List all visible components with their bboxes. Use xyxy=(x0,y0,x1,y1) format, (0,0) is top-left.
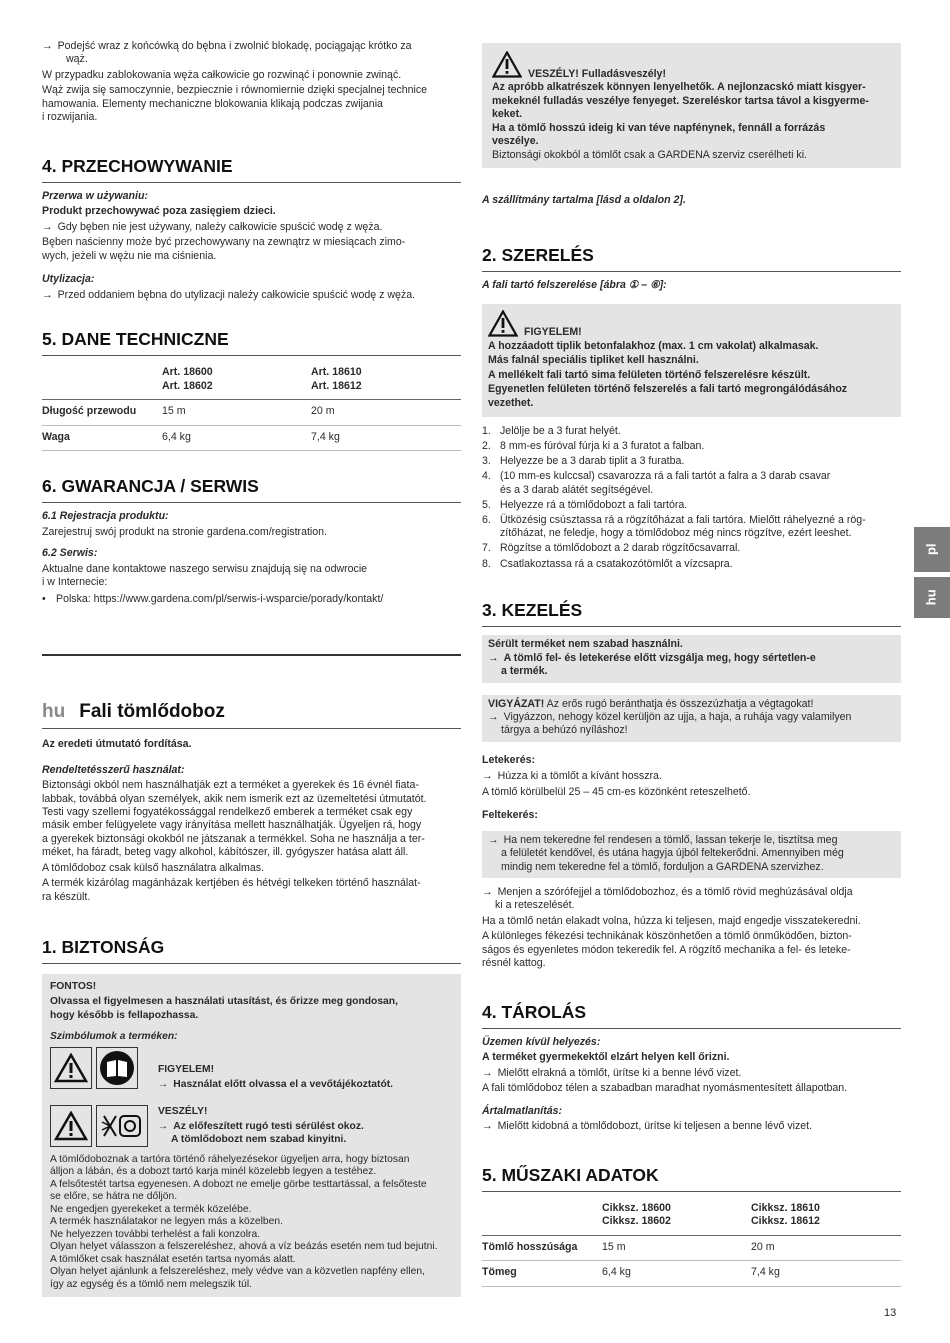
table-header xyxy=(482,1199,901,1235)
paragraph xyxy=(42,779,461,860)
step-number: 3. xyxy=(482,455,491,468)
text: (10 mm-es kulccsal) csavarozza rá a fali tartót a falra a 3 darab csavar xyxy=(500,470,831,483)
table-cell: Tömlő hosszúsága xyxy=(482,1235,602,1260)
text: álljon a lábán, és a dobozt tartó karja minél közelebb legyen a testéhez. xyxy=(50,1166,377,1178)
table-row xyxy=(42,425,461,450)
text: A hozzáadott tiplik betonfalakhoz (max. 1 cm vakolat) alkalmasak. xyxy=(488,339,819,352)
warning-icon xyxy=(492,51,522,78)
text: A tömlőket csak használat esetén tartsa nyomás alatt. xyxy=(50,1253,296,1265)
warning-icon xyxy=(50,1047,92,1089)
text: Mielőtt elrakná a tömlőt, ürítse ki a benne lévő vizet. xyxy=(497,1066,742,1079)
text: i w Internecie: xyxy=(42,576,108,589)
table-cell: Tömeg xyxy=(482,1261,602,1286)
section-title: 6. GWARANCJA / SERWIS xyxy=(42,475,461,503)
page-number: 13 xyxy=(884,1307,897,1319)
text: vezethet. xyxy=(488,396,534,409)
symbol-desc xyxy=(150,1047,393,1093)
list-item xyxy=(482,425,901,438)
text: Art. 18610 xyxy=(311,366,362,379)
symbol-desc xyxy=(150,1105,364,1148)
text: Más falnál speciális tipliket kell használni. xyxy=(488,353,699,366)
text: Podejść wraz z końcówką do bębna i zwolnić blokadę, pociągając krótko za xyxy=(57,40,412,52)
table-cell xyxy=(311,363,461,399)
list-item xyxy=(482,514,901,540)
text: labbak, továbbá olyan személyek, akik nem ismerik ezt az üzemeltetési útmutatót. xyxy=(42,792,427,805)
table-cell: 7,4 kg xyxy=(751,1261,901,1286)
text: ki a reteszelését. xyxy=(495,899,575,912)
text: Ne helyezzen további terhelést a fali konzolra. xyxy=(50,1228,261,1240)
table-row xyxy=(482,1235,901,1260)
caution-title: FIGYELEM! xyxy=(524,326,582,339)
text: Aktualne dane kontaktowe naszego serwisu znajdują się na odwrocie xyxy=(42,562,368,575)
subheading: 6.2 Serwis: xyxy=(42,547,98,560)
manual-icon xyxy=(96,1047,138,1089)
bold-text: Produkt przechowywać poza zasięgiem dzieci. xyxy=(42,205,276,218)
paragraph: A fali tömlődoboz télen a szabadban maradhat nyomásmentesített állapotban. xyxy=(482,1082,848,1095)
bold-text: Az eredeti útmutató fordítása. xyxy=(42,738,192,751)
text: Art. 18612 xyxy=(311,379,362,392)
step-text xyxy=(500,514,866,540)
table-cell: 7,4 kg xyxy=(311,425,461,450)
text: Testi vagy szellemi fogyatékossággal rendelkező emberek a terméket csak egy xyxy=(42,806,413,819)
paragraph: Zarejestruj swój produkt na stronie gardena.com/registration. xyxy=(42,525,327,538)
warning-icon xyxy=(488,310,518,337)
table-cell xyxy=(162,363,311,399)
tab-pl[interactable] xyxy=(914,527,950,572)
no-open-icon xyxy=(96,1105,148,1147)
tab-hu[interactable] xyxy=(914,577,950,618)
instruction xyxy=(42,40,461,67)
text: Przed oddaniem bębna do utylizacji należy całkowicie spuścić wodę z węża. xyxy=(57,288,416,301)
text: Olyan helyet válasszon a felszereléshez, ahová a víz beázás esetén nem tud bejutni. xyxy=(50,1241,438,1253)
paragraph: W przypadku zablokowania węża całkowicie go rozwinąć i ponownie zwinąć. xyxy=(42,68,402,81)
section-title: 5. MŰSZAKI ADATOK xyxy=(482,1164,901,1192)
table-cell: 15 m xyxy=(162,400,311,425)
text: Bęben naścienny może być przechowywany na zewnątrz w miesiącach zimo- xyxy=(42,236,406,249)
list-item xyxy=(482,499,901,512)
section-title: 2. SZERELÉS xyxy=(482,244,901,272)
text xyxy=(488,711,895,724)
text: méket, ha fáradt, beteg vagy alkohol, kábítószer, ill. gyógyszer hatása alatt áll. xyxy=(42,846,409,859)
step-number: 2. xyxy=(482,439,491,452)
instruction xyxy=(482,1120,901,1133)
text: veszélye. xyxy=(492,135,539,148)
list-item xyxy=(482,470,901,496)
subheading: Szimbólumok a terméken: xyxy=(50,1030,178,1042)
table-cell: 20 m xyxy=(311,400,461,425)
paragraph xyxy=(42,877,461,904)
paragraph xyxy=(482,930,901,970)
section-title: 1. BIZTONSÁG xyxy=(42,936,461,964)
subheading: A fali tartó felszerelése [ábra ① – ⑥]: xyxy=(482,278,667,291)
symbol-pair xyxy=(50,1105,150,1147)
symbol-row xyxy=(50,1105,453,1148)
caution-text xyxy=(488,340,895,411)
step-number: 1. xyxy=(482,424,491,437)
table-cell xyxy=(751,1199,901,1235)
text: Cikksz. 18602 xyxy=(602,1215,671,1228)
table-cell: Waga xyxy=(42,425,162,450)
text: A tömlődoboznak a tartóra történő ráhelyezésekor ügyeljen arra, hogy biztosan xyxy=(50,1153,410,1165)
text: a felületét kendővel, és utána hagyja újból feltekerődni. Amennyiben még xyxy=(501,847,844,860)
list-item xyxy=(482,542,901,555)
page-title: Fali tömlődoboz xyxy=(79,701,225,723)
text: Az előfeszített rugó testi sérülést okoz. xyxy=(173,1120,364,1132)
text: Ha a tömlő hosszú ideig ki van téve napfénynek, fennáll a forrázás xyxy=(492,121,826,134)
left-column xyxy=(42,40,461,1297)
text: résnél kattog. xyxy=(482,957,546,970)
text: Art. 18602 xyxy=(162,379,213,392)
hu-header xyxy=(42,700,461,724)
text: A különleges fékezési technikának köszönhetően a tömlő önműködően, bizton- xyxy=(482,930,852,943)
symbol-title: VESZÉLY! xyxy=(158,1105,208,1117)
text: Ütközésig csúsztassa rá a rögzítőházat a fali tartóra. Mielőtt ráhelyezné a rög- xyxy=(500,513,866,526)
bold-text: A terméket gyermekektől elzárt helyen kell őrizni. xyxy=(482,1051,730,1064)
step-text: Helyezze rá a tömlődobozt a fali tartóra. xyxy=(500,498,688,511)
text: A tömlődobozt nem szabad kinyitni. xyxy=(171,1133,347,1145)
subheading: Feltekerés: xyxy=(482,809,538,822)
paragraph: A tömlő körülbelül 25 – 45 cm-es közönként reteszelhető. xyxy=(482,785,751,798)
caution-header xyxy=(488,310,895,339)
section-title: 4. TÁROLÁS xyxy=(482,1001,901,1029)
instruction xyxy=(482,886,901,913)
right-column xyxy=(482,43,901,1287)
text: Egyenetlen felületen történő felszerelés a fali tartó megrongálódásához xyxy=(488,383,848,396)
text: A termék kizárólag magánházak kertjében és hétvégi telkeken történő használat- xyxy=(42,877,421,890)
danger-note: Biztonsági okokból a tömlőt csak a GARDENA szerviz cserélheti ki. xyxy=(492,148,807,161)
text: másik ember felügyelete vagy irányítása mellett használhatják. Ügyeljen rá, hogy xyxy=(42,819,422,832)
table-row xyxy=(482,1261,901,1286)
text: hamowania. Elementy mechaniczne blokowania klikają podczas zwijania xyxy=(42,97,383,110)
text: Mielőtt kidobná a tömlődobozt, ürítse ki teljesen a benne lévő vizet. xyxy=(497,1120,813,1133)
spec-table xyxy=(482,1199,901,1287)
text xyxy=(488,834,895,847)
text: hogy később is fellapozhassa. xyxy=(50,1009,199,1021)
table-cell: 6,4 kg xyxy=(602,1261,751,1286)
section-title: 4. PRZECHOWYWANIE xyxy=(42,155,461,183)
symbol-row xyxy=(50,1047,453,1093)
paragraph xyxy=(42,84,461,124)
subheading: Rendeltetésszerű használat: xyxy=(42,763,185,776)
step-number: 7. xyxy=(482,542,491,555)
text: tárgya a behúzó nyíláshoz! xyxy=(501,724,628,737)
text: mekeknél fulladás veszélye fenyeget. Szereléskor tartsa távol a kisgyerme- xyxy=(492,94,869,107)
symbol-title: FIGYELEM! xyxy=(158,1063,215,1075)
divider xyxy=(42,654,461,656)
tab-label: hu xyxy=(923,589,939,606)
step-text: Csatlakoztassa rá a csatakozótömlőt a vízcsapra. xyxy=(500,557,733,570)
text: A mellékelt fali tartó sima felületen történő felszerelésre készült. xyxy=(488,369,811,382)
danger-title: VESZÉLY! Fulladásveszély! xyxy=(528,68,666,80)
danger-text xyxy=(492,81,891,148)
symbol-text xyxy=(158,1120,364,1146)
subheading: 6.1 Rejestracja produktu: xyxy=(42,510,169,523)
subheading: Üzemen kívül helyezés: xyxy=(482,1035,601,1048)
step-number: 4. xyxy=(482,470,491,483)
text: Wąż zwija się samoczynnie, bezpiecznie i równomiernie dzięki specjalnej technice xyxy=(42,84,428,97)
text: és a 3 darab alátét segítségével. xyxy=(500,483,654,496)
text: A felsőtestét tartsa egyenesen. A dobozt ne emelje görbe testtartással, a felsőteste xyxy=(50,1178,427,1190)
list-item xyxy=(482,455,901,468)
warning-icon xyxy=(50,1105,92,1147)
list-item xyxy=(482,558,901,571)
subheading: Utylizacja: xyxy=(42,273,95,286)
danger-box xyxy=(482,43,901,168)
text: Vigyázzon, nehogy közel kerüljön az ujja, a haja, a ruhája vagy valamilyen xyxy=(503,710,852,723)
text: a termék. xyxy=(501,665,548,678)
text: Cikksz. 18610 xyxy=(751,1201,820,1214)
table-cell: 15 m xyxy=(602,1235,751,1260)
step-number: 6. xyxy=(482,513,491,526)
text: Cikksz. 18600 xyxy=(602,1201,671,1214)
step-number: 8. xyxy=(482,557,491,570)
text: Az apróbb alkatrészek könnyen lenyelhetők. A nejlonzacskó miatt kisgyer- xyxy=(492,81,866,94)
paragraph: A tömlődoboz csak külső használatra alkalmas. xyxy=(42,861,264,874)
text: ra készült. xyxy=(42,890,91,903)
text: így az egység és a tömlő nem melegszik túl. xyxy=(50,1278,253,1290)
table-cell xyxy=(42,363,162,399)
step-text: Jelölje be a 3 furat helyét. xyxy=(500,424,621,437)
subheading: Ártalmatlanítás: xyxy=(482,1104,563,1117)
text: Ne engedjen gyerekeket a termék közelébe. xyxy=(50,1203,252,1215)
text: Olvassa el figyelmesen a használati utasítást, és őrizze meg gondosan, xyxy=(50,996,398,1008)
text: Gdy bęben nie jest używany, należy całkowicie spuścić wodę z węża. xyxy=(57,220,383,233)
text: Biztonsági okból nem használhatják ezt a terméket a gyerekek és 16 évnél fiata- xyxy=(42,779,419,792)
text: Sérült terméket nem szabad használni. xyxy=(488,638,683,651)
tip-box xyxy=(482,831,901,878)
step-text: 8 mm-es fúróval fúrja ki a 3 furatot a falban. xyxy=(500,439,705,452)
text xyxy=(488,652,895,665)
table-header xyxy=(42,363,461,399)
section-title: 5. DANE TECHNICZNE xyxy=(42,328,461,356)
safety-lines xyxy=(50,1154,453,1291)
text: a gyerekek biztonsági okokból ne játszanak a termékkel. Soha ne használja a ter- xyxy=(42,832,425,845)
text: i rozwijania. xyxy=(42,111,98,124)
text: mindig nem tekeredne fel a tömlő, forduljon a GARDENA szervizhez. xyxy=(501,860,824,873)
bullet-item: • Polska: https://www.gardena.com/pl/serwis-i-wsparcie/porady/kontakt/ xyxy=(42,592,384,605)
notice-text xyxy=(50,995,453,1021)
steps-list xyxy=(482,425,901,571)
danger-header xyxy=(492,51,891,81)
paragraph xyxy=(42,563,461,590)
list-item xyxy=(482,440,901,453)
symbol-text xyxy=(158,1078,393,1091)
table-cell: 20 m xyxy=(751,1235,901,1260)
subheading: Przerwa w używaniu: xyxy=(42,189,148,202)
text: zítőházat, ne feledje, hogy a tömlődoboz még nincs rögzítve, ezért leeshet. xyxy=(500,527,852,540)
notice-box xyxy=(482,635,901,682)
text: Az erős rugó beránthatja és összezúzhatja a végtagokat! xyxy=(546,697,814,710)
instruction xyxy=(42,289,461,302)
notice-title: FONTOS! xyxy=(50,981,97,993)
text: ságos és egyenletes módon tekeredik fel. A rögzítő mechanika a fel- és leteke- xyxy=(482,943,851,956)
text xyxy=(488,698,895,711)
text: wąż. xyxy=(66,53,88,66)
paragraph xyxy=(42,236,461,263)
section-title: 3. KEZELÉS xyxy=(482,599,901,627)
text: keket. xyxy=(492,108,523,121)
spec-table xyxy=(42,363,461,451)
text: se előre, se hátra ne dőljön. xyxy=(50,1191,178,1203)
paragraph: Ha a tömlő netán elakadt volna, húzza ki teljesen, majd engedje visszatekeredni. xyxy=(482,914,861,927)
contents-note: A szállítmány tartalma [lásd a oldalon 2]. xyxy=(482,194,686,207)
safety-box xyxy=(42,974,461,1297)
text: A tömlő fel- és letekerése előtt vizsgálja meg, hogy sértetlen-e xyxy=(503,651,816,664)
caution-box xyxy=(482,695,901,742)
subheading: Letekerés: xyxy=(482,753,535,766)
text: Olyan helyet ajánlunk a felszereléshez, mely védve van a közvetlen napfény ellen, xyxy=(50,1266,425,1278)
symbol-pair xyxy=(50,1047,150,1089)
table-row xyxy=(42,400,461,425)
caution-title: VIGYÁZAT! xyxy=(488,697,545,710)
table-cell xyxy=(602,1199,751,1235)
service-link[interactable]: Polska: https://www.gardena.com/pl/serwis-i-wsparcie/porady/kontakt/ xyxy=(56,592,384,605)
step-text: Rögzítse a tömlődobozt a 2 darab rögzítőcsavarral. xyxy=(500,542,741,555)
text: wych, jeżeli w wężu nie ma ciśnienia. xyxy=(42,249,217,262)
instruction xyxy=(482,1067,901,1080)
step-number: 5. xyxy=(482,498,491,511)
text: Art. 18600 xyxy=(162,366,213,379)
table-cell: Długość przewodu xyxy=(42,400,162,425)
instruction xyxy=(482,770,901,783)
instruction xyxy=(42,221,461,234)
language-code: hu xyxy=(42,701,66,723)
text: Cikksz. 18612 xyxy=(751,1215,820,1228)
text: Menjen a szórófejjel a tömlődobozhoz, és a tömlő rövid meghúzásával oldja xyxy=(497,886,853,899)
table-cell xyxy=(482,1199,602,1235)
caution-box xyxy=(482,304,901,416)
table-cell: 6,4 kg xyxy=(162,425,311,450)
step-text: Helyezze be a 3 darab tiplit a 3 furatba. xyxy=(500,455,685,468)
divider xyxy=(42,728,461,729)
text: Ha nem tekeredne fel rendesen a tömlő, lassan tekerje le, tisztítsa meg xyxy=(503,833,838,846)
text: A termék használatakor ne legyen más a közelben. xyxy=(50,1216,283,1228)
step-text xyxy=(500,470,830,496)
tab-label: pl xyxy=(923,543,939,556)
text: Használat előtt olvassa el a vevőtájékoztatót. xyxy=(173,1078,394,1090)
text: Húzza ki a tömlőt a kívánt hosszra. xyxy=(497,770,662,783)
